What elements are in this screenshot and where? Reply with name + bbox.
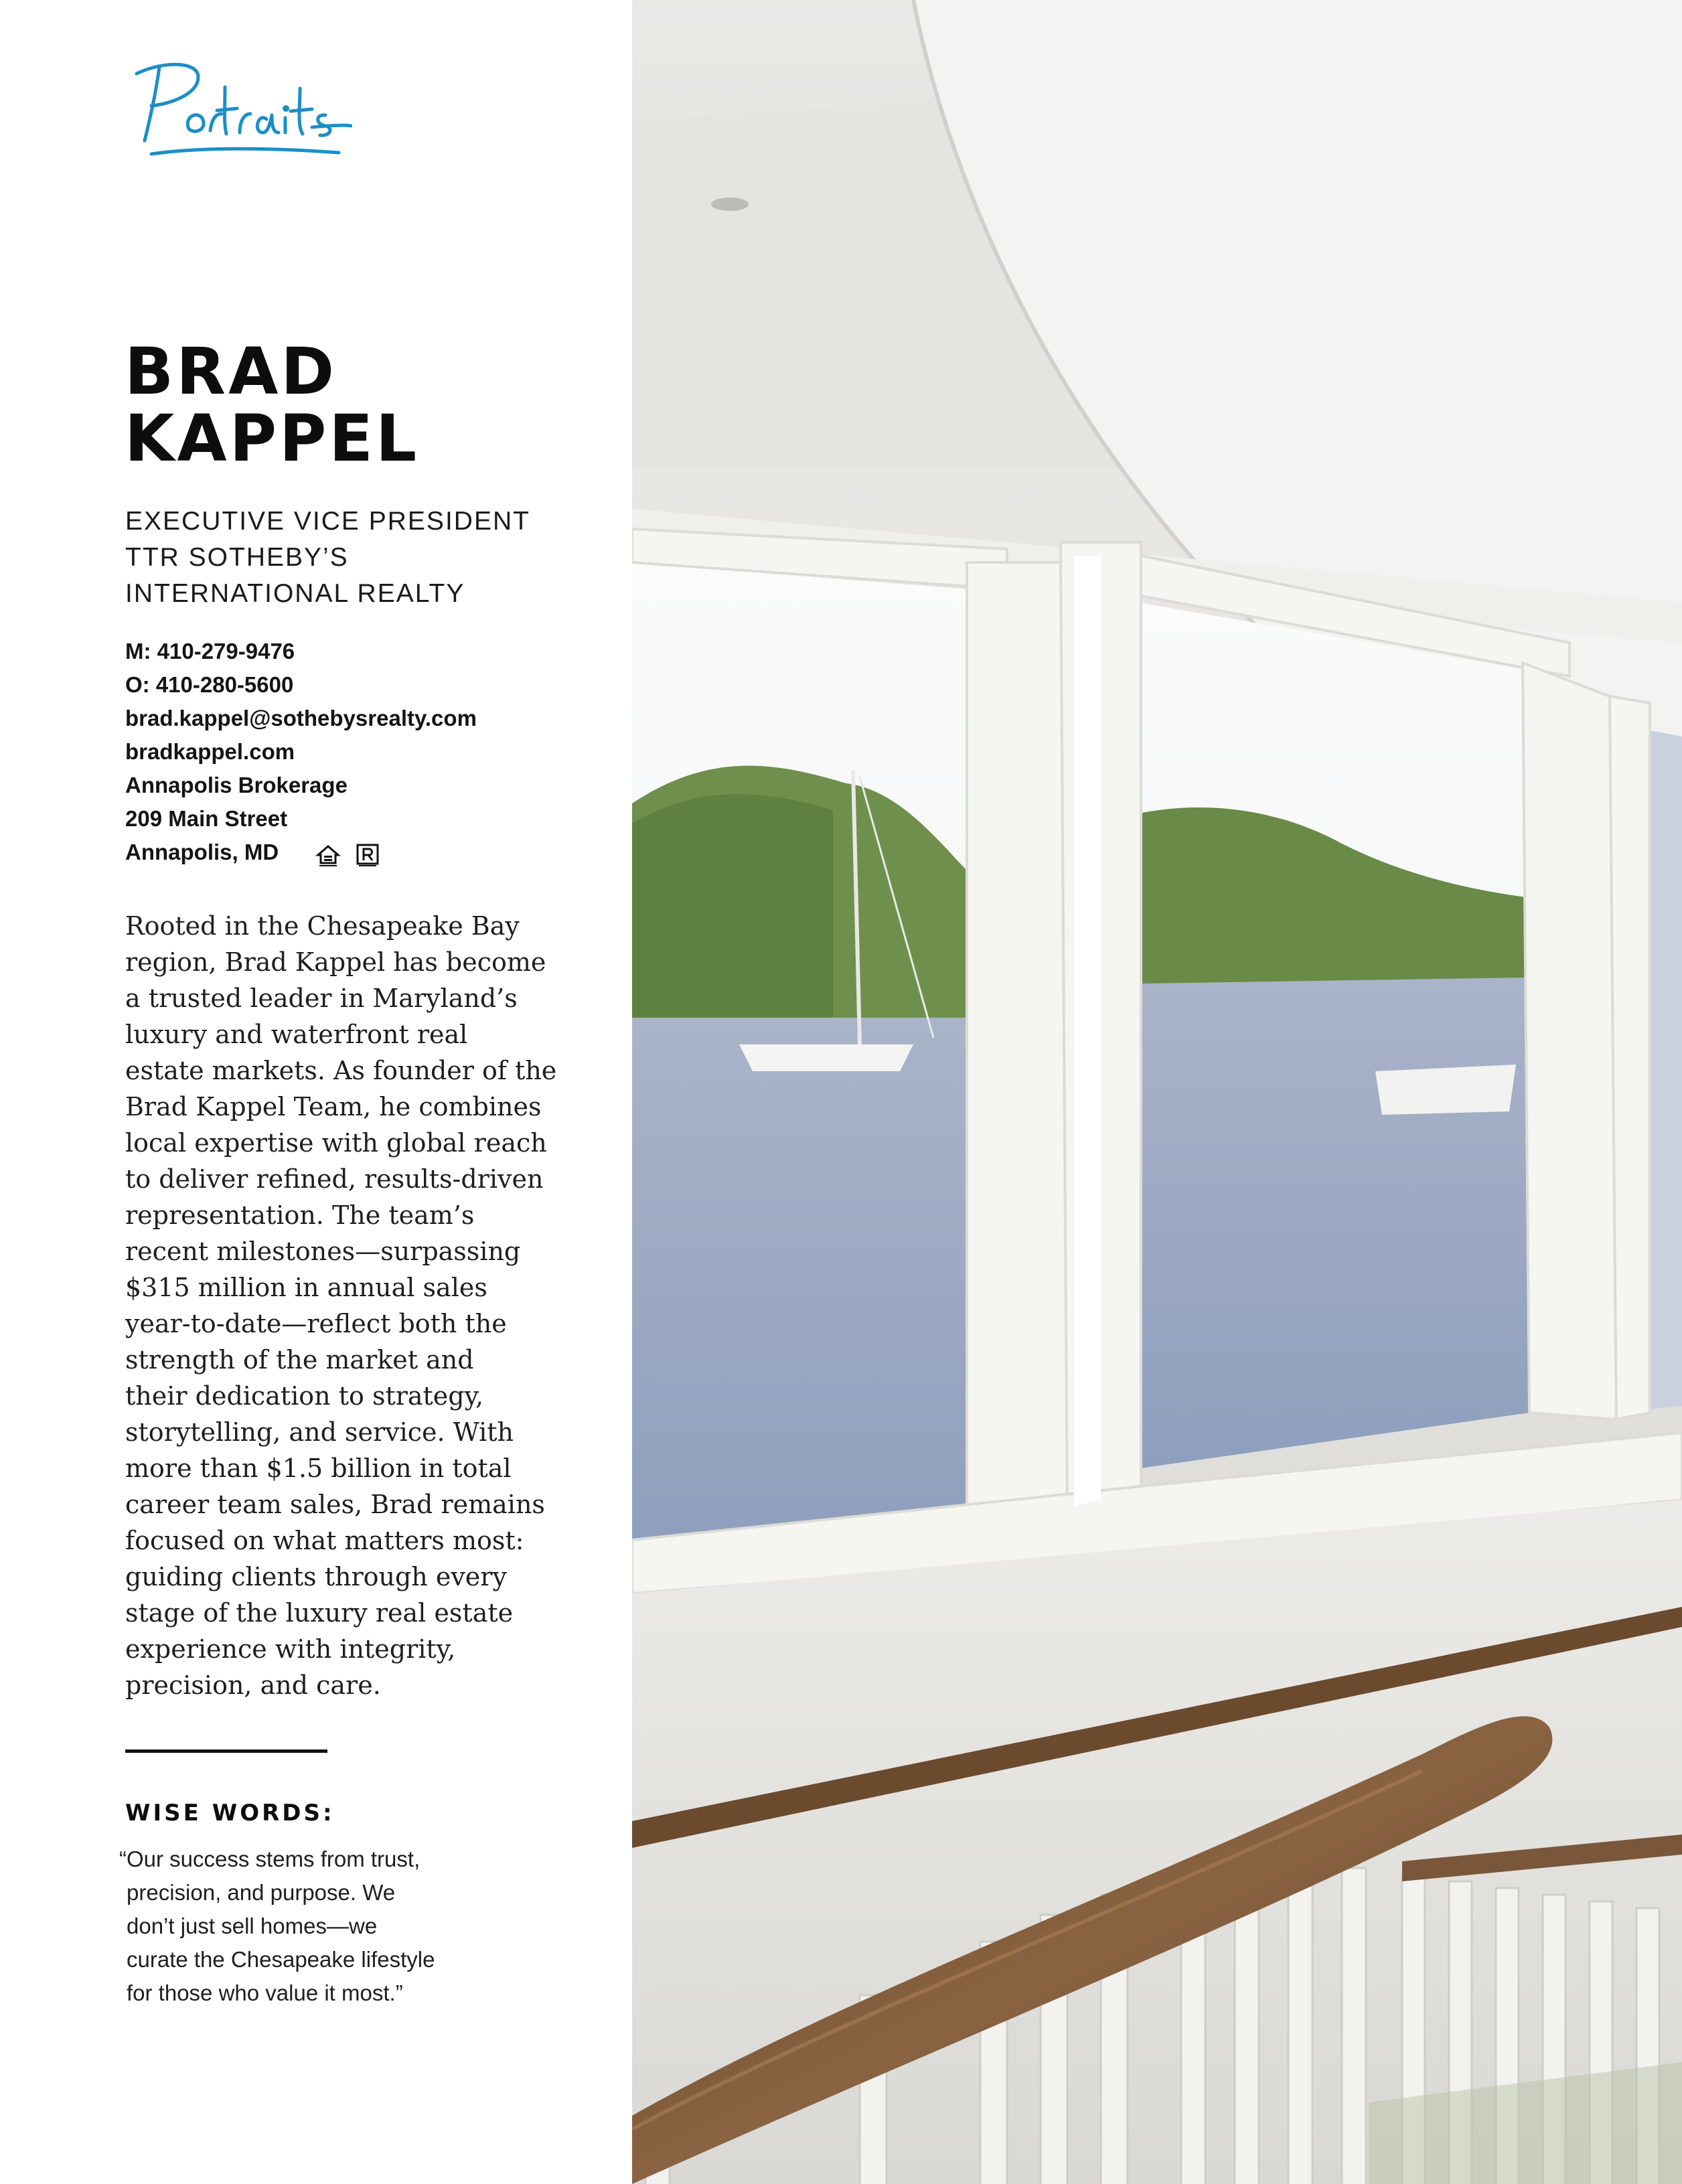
bio-line: stage of the luxury real estate	[125, 1598, 514, 1628]
city-state: Annapolis, MD	[125, 840, 279, 864]
quote-line: “Our success stems from trust,	[119, 1847, 420, 1871]
mobile-phone[interactable]: M: 410-279-9476	[125, 639, 295, 664]
bio-line: career team sales, Brad remains	[125, 1490, 545, 1519]
agent-bio	[125, 908, 607, 1703]
title-line: TTR SOTHEBY’S	[125, 543, 349, 572]
title-line: EXECUTIVE VICE PRESIDENT	[125, 507, 530, 536]
interior-waterfront-photo	[632, 0, 1682, 2184]
title-line: INTERNATIONAL REALTY	[125, 579, 465, 608]
bio-line: more than $1.5 billion in total	[125, 1454, 512, 1483]
wise-words-heading: WISE WORDS:	[125, 1800, 335, 1826]
portraits-script-icon	[125, 47, 352, 161]
quote-line: curate the Chesapeake lifestyle	[127, 1947, 435, 1972]
bio-line: their dedication to strategy,	[125, 1381, 484, 1411]
bio-line: luxury and waterfront real	[125, 1020, 468, 1049]
realtor-icon	[356, 843, 380, 868]
bio-line: Brad Kappel Team, he combines	[125, 1092, 542, 1121]
agent-name	[125, 334, 607, 476]
contact-block	[125, 635, 607, 870]
agent-title	[125, 503, 607, 612]
equal-housing-icon	[315, 843, 341, 868]
staircase-window-photo	[632, 0, 1682, 2184]
bio-line: region, Brad Kappel has become	[125, 947, 546, 977]
quote-line: precision, and purpose. We	[127, 1880, 396, 1905]
bio-line: representation. The team’s	[125, 1200, 475, 1230]
email-link[interactable]: brad.kappel@sothebysrealty.com	[125, 706, 477, 730]
bio-line: a trusted leader in Maryland’s	[125, 984, 518, 1013]
bio-line: year-to-date—reflect both the	[125, 1309, 507, 1338]
section-divider	[125, 1749, 327, 1753]
website-link[interactable]: bradkappel.com	[125, 739, 295, 764]
window-left	[632, 562, 967, 1560]
bio-line: experience with integrity,	[125, 1634, 456, 1664]
portraits-logo	[125, 47, 352, 161]
bio-line: strength of the market and	[125, 1345, 474, 1375]
compliance-badges	[315, 837, 387, 870]
bio-line: recent milestones—surpassing	[125, 1237, 521, 1266]
profile-column	[0, 0, 632, 2184]
city-line	[125, 836, 607, 870]
bio-line: storytelling, and service. With	[125, 1417, 514, 1447]
agent-first-name: BRAD	[125, 334, 337, 409]
street-address: 209 Main Street	[125, 806, 288, 831]
bio-line: estate markets. As founder of the	[125, 1056, 557, 1085]
wise-words-quote	[119, 1843, 601, 2010]
bio-line: local expertise with global reach	[125, 1128, 547, 1158]
bio-line: Rooted in the Chesapeake Bay	[125, 911, 520, 941]
bio-line: to deliver refined, results-driven	[125, 1164, 544, 1194]
bio-line: guiding clients through every	[125, 1562, 507, 1591]
bio-line: $315 million in annual sales	[125, 1273, 487, 1302]
quote-line: don’t just sell homes—we	[127, 1914, 378, 1938]
bio-line: precision, and care.	[125, 1670, 381, 1700]
office-phone[interactable]: O: 410-280-5600	[125, 672, 294, 697]
brokerage-name: Annapolis Brokerage	[125, 773, 348, 797]
bio-line: focused on what matters most:	[125, 1526, 524, 1555]
agent-last-name: KAPPEL	[125, 401, 420, 476]
quote-line: for those who value it most.”	[127, 1980, 403, 2005]
